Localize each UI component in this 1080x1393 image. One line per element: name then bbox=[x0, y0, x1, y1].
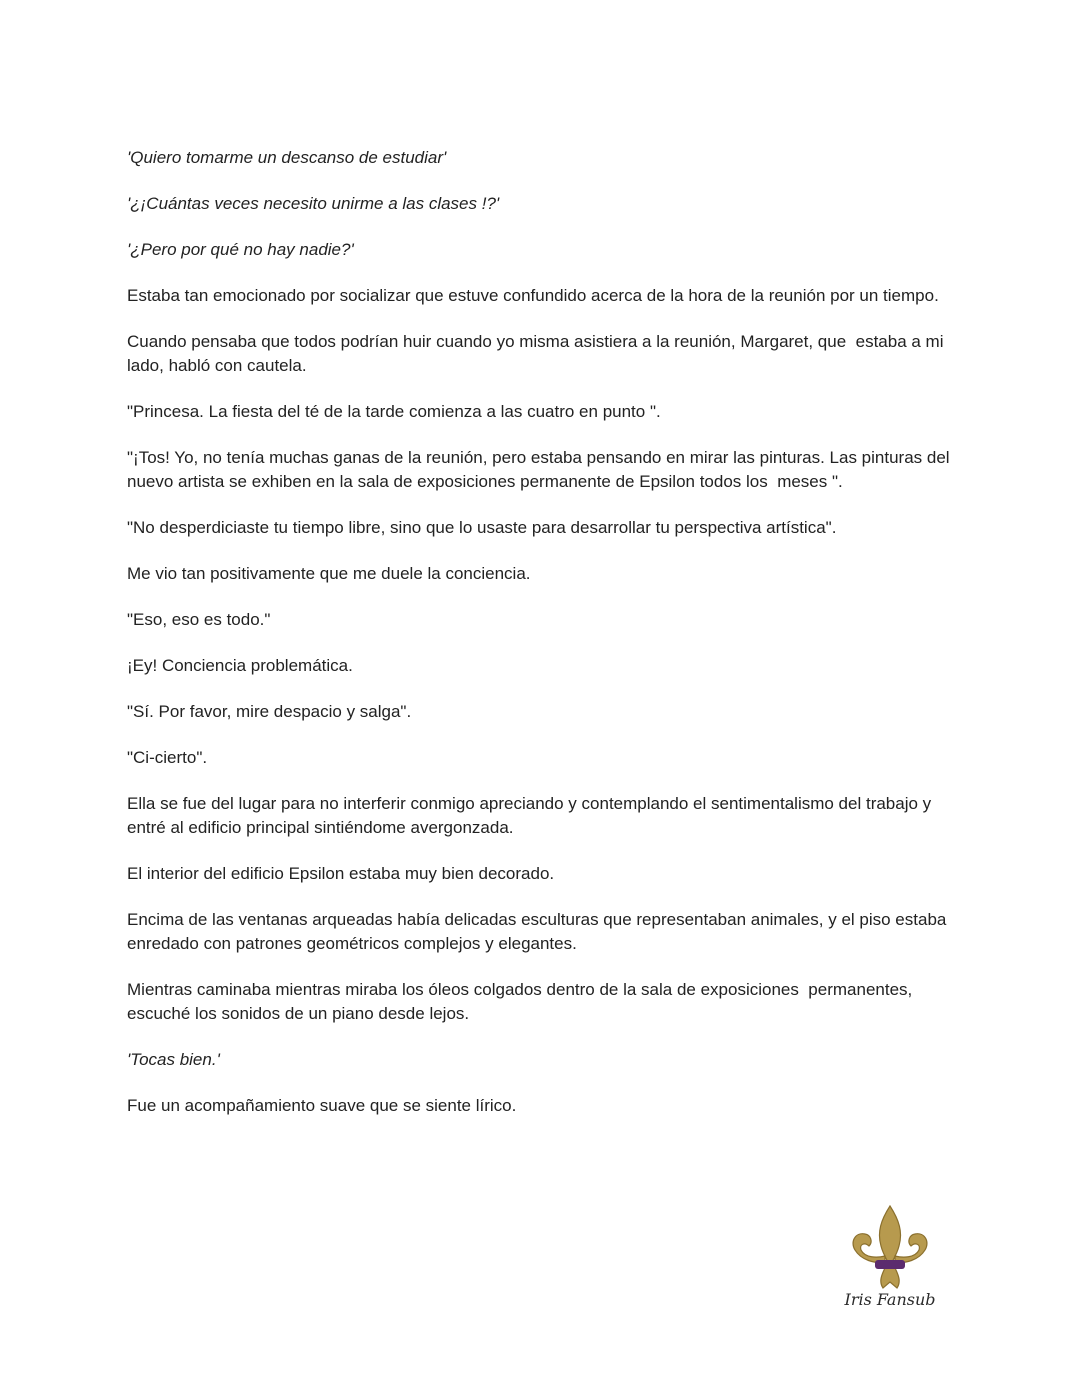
paragraph: "Princesa. La fiesta del té de la tarde comienza a las cuatro en punto ". bbox=[127, 402, 661, 421]
paragraph: Cuando pensaba que todos podrían huir cuando yo misma asistiera a la reunión, Margaret, que estaba a mi lado, habló con cautela. bbox=[127, 332, 949, 375]
fleur-de-lis-icon bbox=[845, 1202, 935, 1292]
paragraph: ¡Ey! Conciencia problemática. bbox=[127, 656, 353, 675]
paragraph: "Ci-cierto". bbox=[127, 748, 208, 767]
paragraph: '¿Pero por qué no hay nadie?' bbox=[127, 240, 354, 259]
paragraph: "Eso, eso es todo." bbox=[127, 610, 271, 629]
paragraph: "Sí. Por favor, mire despacio y salga". bbox=[127, 702, 412, 721]
paragraph: Fue un acompañamiento suave que se siente lírico. bbox=[127, 1096, 517, 1115]
paragraph: Encima de las ventanas arqueadas había delicadas esculturas que representaban animales, y el piso estaba enredado con patrones geométricos complejos y elegantes. bbox=[127, 910, 952, 953]
paragraph: Mientras caminaba mientras miraba los óleos colgados dentro de la sala de exposiciones permanentes, escuché los sonidos de un piano desde lejos. bbox=[127, 980, 917, 1023]
paragraph: '¿¡Cuántas veces necesito unirme a las clases !?' bbox=[127, 194, 500, 213]
watermark-text: Iris Fansub bbox=[844, 1290, 936, 1309]
paragraph: Me vio tan positivamente que me duele la conciencia. bbox=[127, 564, 531, 583]
paragraph: Ella se fue del lugar para no interferir conmigo apreciando y contemplando el sentimentalismo del trabajo y entré al edificio principal sintiéndome avergonzada. bbox=[127, 794, 936, 837]
paragraph: 'Quiero tomarme un descanso de estudiar' bbox=[127, 148, 447, 167]
paragraph: El interior del edificio Epsilon estaba muy bien decorado. bbox=[127, 864, 555, 883]
paragraph: "No desperdiciaste tu tiempo libre, sino que lo usaste para desarrollar tu perspectiva artística". bbox=[127, 518, 837, 537]
document-body bbox=[127, 146, 957, 1140]
paragraph: 'Tocas bien.' bbox=[127, 1050, 220, 1069]
paragraph: "¡Tos! Yo, no tenía muchas ganas de la reunión, pero estaba pensando en mirar las pinturas. Las pinturas del nuevo artista se exhiben en la sala de exposiciones permanente de Epsilon todos los meses ". bbox=[127, 448, 955, 491]
paragraph: Estaba tan emocionado por socializar que estuve confundido acerca de la hora de la reunión por un tiempo. bbox=[127, 286, 939, 305]
watermark-logo bbox=[838, 1202, 942, 1322]
